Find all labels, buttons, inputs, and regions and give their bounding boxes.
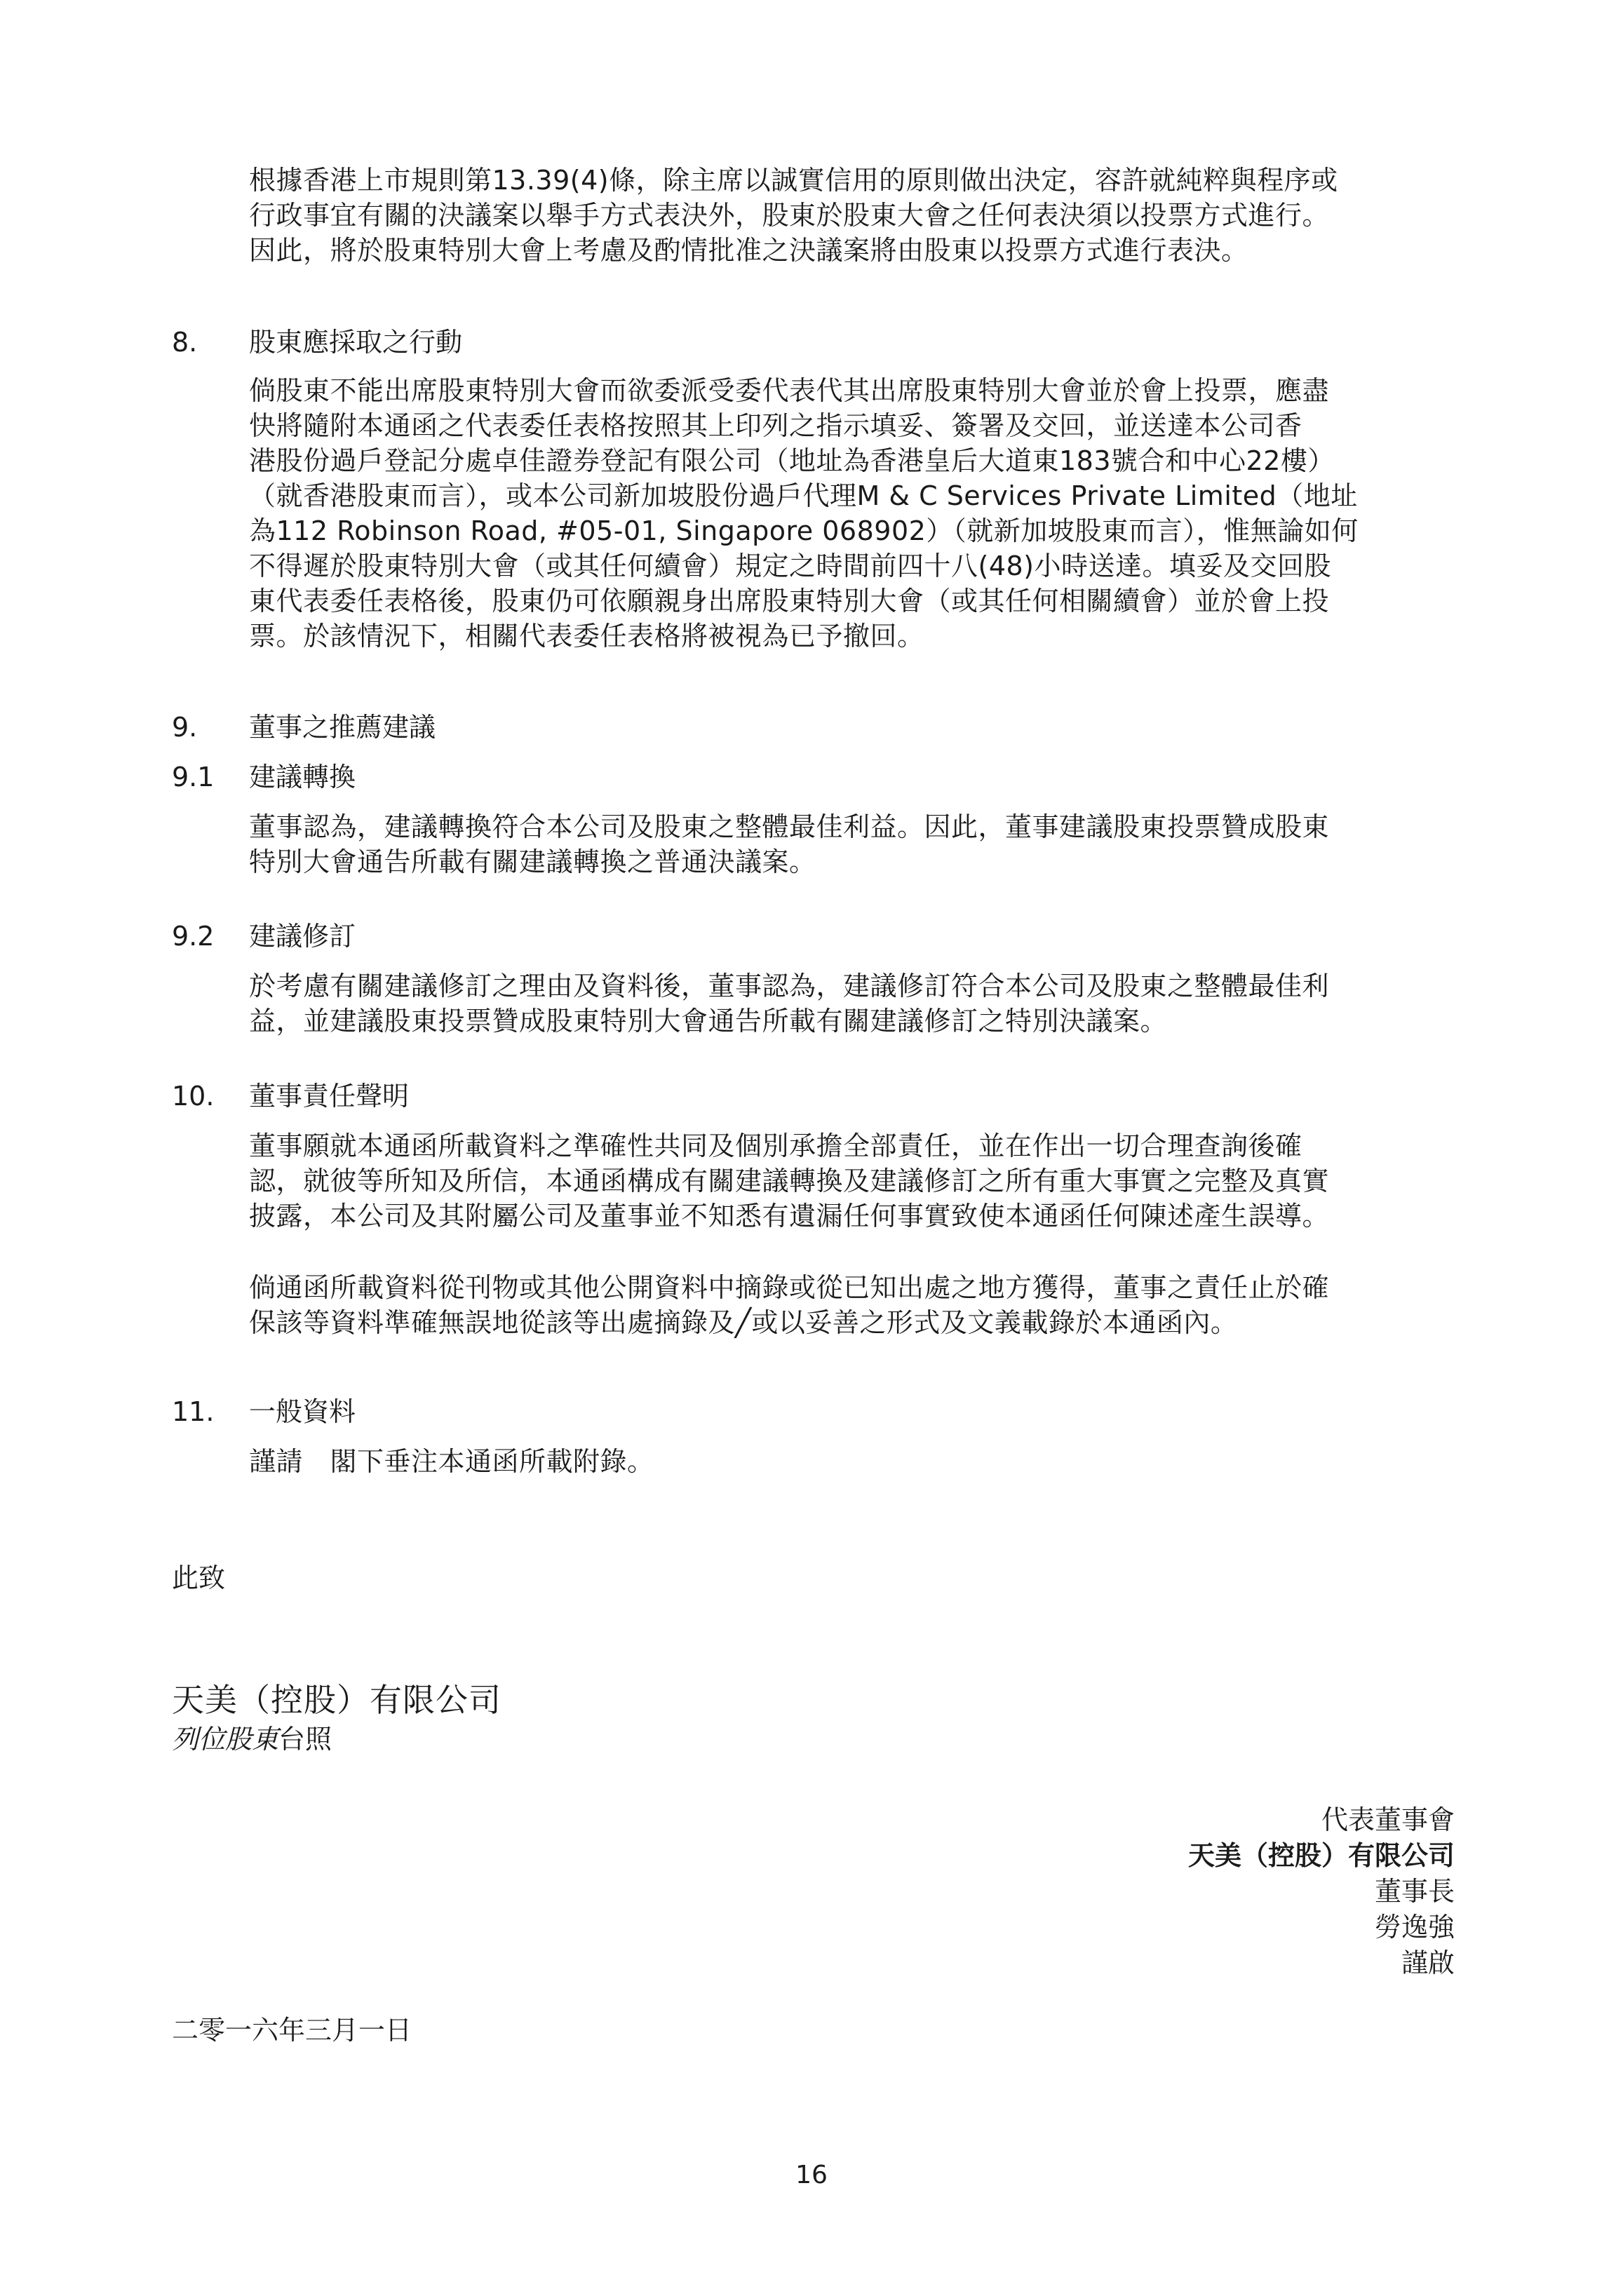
text-line: 港股份過戶登記分處卓佳證券登記有限公司（地址為香港皇后大道東183號合和中心22樓）: [249, 445, 1335, 476]
section-9-1-number: 9.1: [172, 762, 215, 792]
section-9-number: 9.: [172, 712, 198, 743]
section-9-1-title: 建議轉換: [249, 762, 356, 792]
text-line: 倘通函所載資料從刊物或其他公開資料中摘錄或從已知出處之地方獲得，董事之責任止於確: [249, 1272, 1330, 1303]
text-line: 董事願就本通函所載資料之準確性共同及個別承擔全部責任，並在作出一切合理查詢後確: [249, 1130, 1302, 1161]
text-line: 認，就彼等所知及所信，本通函構成有關建議轉換及建議修訂之所有重大事實之完整及真實: [249, 1166, 1330, 1196]
section-11-paragraph: [249, 1444, 1455, 1479]
text-line: 於考慮有關建議修訂之理由及資料後，董事認為，建議修訂符合本公司及股東之整體最佳利: [249, 971, 1330, 1001]
text-line: 倘股東不能出席股東特別大會而欲委派受委代表代其出席股東特別大會並於會上投票，應盡: [249, 375, 1330, 406]
section-9-2-title: 建議修訂: [249, 921, 356, 952]
signature-on-behalf: 代表董事會: [1321, 1804, 1455, 1835]
addressee: [172, 1722, 332, 1757]
signature-title: 董事長: [1374, 1876, 1455, 1907]
signature-closing: 謹啟: [1401, 1947, 1455, 1978]
signature-company: 天美（控股）有限公司: [1187, 1840, 1455, 1871]
text-line: 披露，本公司及其附屬公司及董事並不知悉有遺漏任何事實致使本通函任何陳述產生誤導。: [249, 1201, 1330, 1231]
addressee-italic: 列位股東: [172, 1724, 279, 1755]
signature-name: 勞逸強: [1374, 1912, 1455, 1943]
section-10-number: 10.: [172, 1081, 215, 1112]
addressee-tail: 台照: [278, 1724, 332, 1755]
text-line: 快將隨附本通函之代表委任表格按照其上印列之指示填妥、簽署及交回，並送達本公司香: [249, 410, 1302, 441]
intro-paragraph: [249, 163, 1455, 268]
section-9-title: 董事之推薦建議: [249, 712, 436, 743]
document-date: 二零一六年三月一日: [172, 2015, 412, 2046]
section-8-title: 股東應採取之行動: [249, 327, 463, 358]
section-8-paragraph: [249, 373, 1455, 654]
section-10-paragraph-2: [249, 1270, 1455, 1340]
text-line: 益，並建議股東投票贊成股東特別大會通告所載有關建議修訂之特別決議案。: [249, 1006, 1168, 1036]
text-line: 董事認為，建議轉換符合本公司及股東之整體最佳利益。因此，董事建議股東投票贊成股東: [249, 811, 1330, 842]
section-9-2-number: 9.2: [172, 921, 215, 952]
section-9-1-paragraph: [249, 809, 1455, 879]
text-line: 東代表委任表格後，股東仍可依願親身出席股東特別大會（或其任何相關續會）並於會上投: [249, 586, 1330, 616]
text-line: 因此，將於股東特別大會上考慮及酌情批准之決議案將由股東以投票方式進行表決。: [249, 235, 1248, 266]
section-11-title: 一般資料: [249, 1396, 356, 1427]
text-line: 票。於該情況下，相關代表委任表格將被視為已予撤回。: [249, 621, 924, 651]
section-10-title: 董事責任聲明: [249, 1081, 410, 1112]
text-line: 特別大會通告所載有關建議轉換之普通決議案。: [249, 846, 816, 877]
section-10-paragraph-1: [249, 1128, 1455, 1234]
text-line: （就香港股東而言），或本公司新加坡股份過戶代理M & C Services Private Limited（地址: [249, 480, 1358, 511]
text-line: 根據香港上市規則第13.39(4)條，除主席以誠實信用的原則做出決定，容許就純粹與程序或: [249, 165, 1338, 196]
text-line: 謹請 閣下垂注本通函所載附錄。: [249, 1446, 654, 1477]
company-name: 天美（控股）有限公司: [172, 1681, 501, 1719]
section-9-2-paragraph: [249, 968, 1455, 1039]
text-line: 為112 Robinson Road, #05-01, Singapore 068902）（就新加坡股東而言），惟無論如何: [249, 515, 1359, 546]
text-line: 保該等資料準確無誤地從該等出處摘錄及╱或以妥善之形式及文義載錄於本通函內。: [249, 1307, 1238, 1338]
section-8-number: 8.: [172, 327, 198, 358]
salutation: 此致: [172, 1562, 226, 1593]
text-line: 不得遲於股東特別大會（或其任何續會）規定之時間前四十八(48)小時送達。填妥及交回股: [249, 551, 1332, 581]
signature-block: [1188, 1802, 1455, 1981]
text-line: 行政事宜有關的決議案以舉手方式表決外，股東於股東大會之任何表決須以投票方式進行。: [249, 200, 1330, 231]
section-11-number: 11.: [172, 1396, 215, 1427]
page-number: 16: [795, 2161, 828, 2189]
